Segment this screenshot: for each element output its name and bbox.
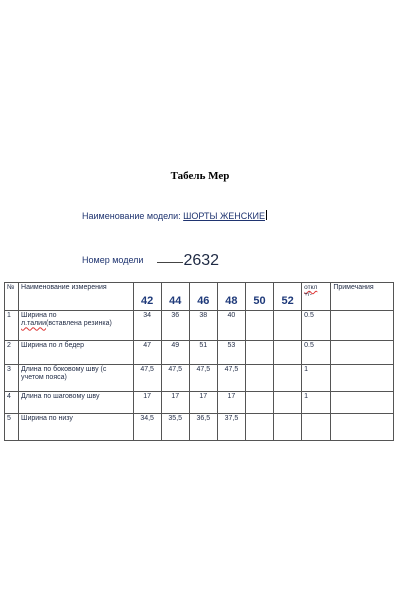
table-row (5, 341, 394, 365)
row-num: 3 (5, 365, 19, 392)
cell-note (331, 414, 394, 441)
cell-value: 47,5 (217, 365, 245, 392)
cell-value (274, 341, 302, 365)
cell-value: 37,5 (217, 414, 245, 441)
page-title: Табель Мер (170, 170, 230, 182)
cell-value (245, 365, 273, 392)
row-name: Ширина по л бедер (19, 341, 134, 365)
header-size-52: 52 (274, 283, 302, 311)
cell-value: 17 (189, 392, 217, 414)
cell-tolerance: 0.5 (302, 341, 331, 365)
cell-value: 35,5 (161, 414, 189, 441)
model-name-line (82, 210, 267, 221)
header-num: № (5, 283, 19, 311)
cell-value (274, 365, 302, 392)
cell-note (331, 392, 394, 414)
table-header-row (5, 283, 394, 311)
text-cursor (266, 210, 267, 220)
cell-note (331, 311, 394, 341)
model-name-value: ШОРТЫ ЖЕНСКИЕ (183, 211, 265, 221)
cell-tolerance: 1 (302, 392, 331, 414)
header-size-46: 46 (189, 283, 217, 311)
cell-value: 36 (161, 311, 189, 341)
table-row (5, 392, 394, 414)
model-number-label: Номер модели (82, 255, 144, 265)
header-size-42: 42 (133, 283, 161, 311)
table-row (5, 311, 394, 341)
cell-value: 38 (189, 311, 217, 341)
header-size-50: 50 (245, 283, 273, 311)
cell-note (331, 341, 394, 365)
row-name: Длина по шаговому шву (19, 392, 134, 414)
model-number-value: 2632 (183, 252, 220, 269)
header-tolerance: откл +/- (302, 283, 331, 311)
cell-value: 47,5 (189, 365, 217, 392)
cell-value: 17 (217, 392, 245, 414)
cell-value: 47 (133, 341, 161, 365)
cell-value: 34,5 (133, 414, 161, 441)
model-name-label: Наименование модели: (82, 211, 181, 221)
table-row (5, 365, 394, 392)
cell-tolerance: 0.5 (302, 311, 331, 341)
measurement-table (4, 282, 394, 441)
cell-value: 34 (133, 311, 161, 341)
row-name: Длина по боковому шву (с учетом пояса) (19, 365, 134, 392)
header-size-44: 44 (161, 283, 189, 311)
cell-value (245, 341, 273, 365)
cell-value: 17 (133, 392, 161, 414)
row-num: 5 (5, 414, 19, 441)
cell-value: 40 (217, 311, 245, 341)
cell-value: 49 (161, 341, 189, 365)
row-num: 1 (5, 311, 19, 341)
cell-value (245, 414, 273, 441)
table-row (5, 414, 394, 441)
cell-value: 51 (189, 341, 217, 365)
cell-value: 53 (217, 341, 245, 365)
header-size-48: 48 (217, 283, 245, 311)
cell-tolerance: 1 (302, 365, 331, 392)
cell-note (331, 365, 394, 392)
model-number-line (82, 252, 219, 270)
cell-value (274, 414, 302, 441)
row-name: Ширина по низу (19, 414, 134, 441)
row-name: Ширина по л.талии(вставлена резинка) (19, 311, 134, 341)
cell-value: 47,5 (161, 365, 189, 392)
cell-value: 47,5 (133, 365, 161, 392)
cell-value (245, 311, 273, 341)
underline-blank (157, 262, 183, 263)
cell-value (245, 392, 273, 414)
cell-tolerance (302, 414, 331, 441)
header-name: Наименование измерения (19, 283, 134, 311)
row-num: 2 (5, 341, 19, 365)
cell-value (274, 311, 302, 341)
cell-value: 17 (161, 392, 189, 414)
cell-value (274, 392, 302, 414)
row-num: 4 (5, 392, 19, 414)
header-notes: Примечания (331, 283, 394, 311)
cell-value: 36,5 (189, 414, 217, 441)
